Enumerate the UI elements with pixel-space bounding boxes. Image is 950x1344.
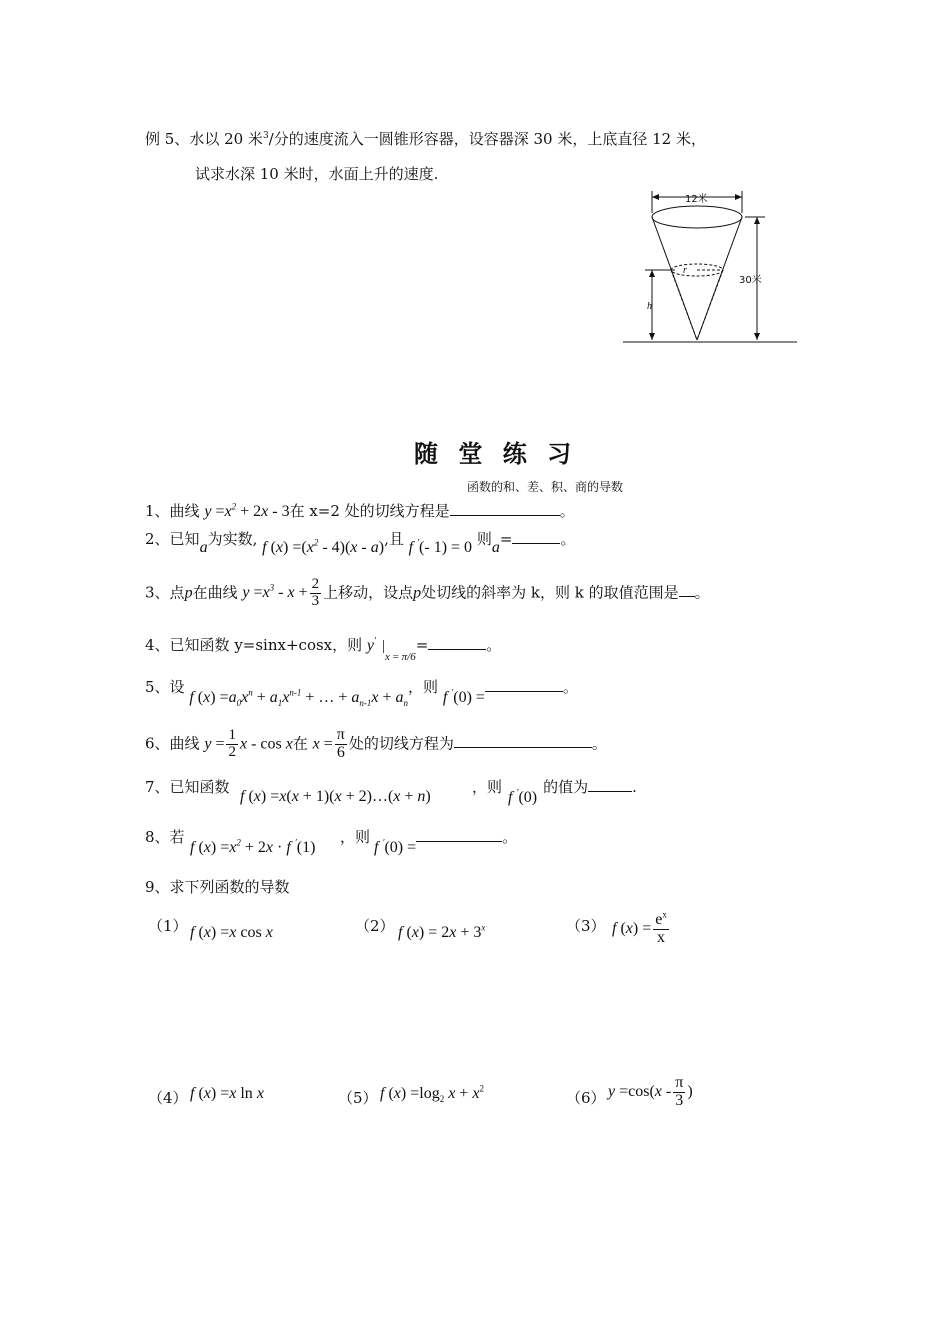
item-3-label: （3） bbox=[566, 917, 606, 935]
question-6: 6、曲线 y = $\frac{1}{2}$ x - cos x在 x = $\frac{\pi}{6}$ 处的切线方程为 。 bbox=[145, 726, 607, 761]
item-5-label: （5） bbox=[338, 1089, 378, 1107]
example-line-2: 试求水深 10 米时，水面上升的速度. bbox=[195, 165, 439, 183]
item-6-formula: y =cos(x - $\frac{\pi}{3}$ ) bbox=[608, 1074, 693, 1109]
svg-text:r: r bbox=[683, 265, 687, 276]
question-7-formula: f (x) =x(x + 1)(x + 2)…(x + n) bbox=[240, 788, 431, 805]
depth-label: 30米 bbox=[739, 275, 762, 286]
item-5-formula: f $(x) =\log_2$ $x + x^2$ bbox=[380, 1083, 484, 1105]
svg-text:h: h bbox=[647, 301, 652, 312]
question-8: 8、若 bbox=[145, 828, 185, 846]
item-6-label: （6） bbox=[566, 1089, 606, 1107]
question-7: 7、已知函数 bbox=[145, 778, 230, 796]
question-8-tail: ，则f ′(0) =。 bbox=[340, 828, 518, 856]
question-3: 3、点p在曲线 $y =x^3 - x$ + $\frac{2}{3}$ 上移动，设点p处切线的斜率为 k，则 k 的取值范围是 。 bbox=[145, 576, 710, 609]
question-4: 4、已知函数 y=sinx+cosx，则 y′ $|_{x = \pi/6}=$ 。 bbox=[145, 635, 502, 663]
item-3-formula: f (x) = $\frac{e^x}{x}$ bbox=[612, 909, 667, 946]
question-2: 2、已知a为实数, f $(x) =(x^2 - 4)(x - a)$,且 f ′(- 1) = 0 则a= 。 bbox=[145, 530, 576, 556]
question-9: 9、求下列函数的导数 bbox=[145, 878, 290, 896]
page-subtitle: 函数的和、差、积、商的导数 bbox=[467, 480, 624, 494]
top-label: 12米 bbox=[685, 194, 708, 205]
item-2-formula: f $(x) = 2x + 3^x$ bbox=[398, 922, 486, 941]
item-4-formula: f (x) =x ln x bbox=[190, 1085, 264, 1102]
cone-figure bbox=[615, 185, 805, 350]
question-7-tail: ，则f ′(0)的值为 . bbox=[472, 778, 637, 806]
example-line-1: 例 5、水以 20 米$^3$/分的速度流入一圆锥形容器，设容器深 30 米，上底直径 12 米， bbox=[145, 130, 706, 148]
item-1-formula: f (x) =x cos x bbox=[190, 924, 273, 941]
question-8-formula: f $(x) =x^2 + 2x \cdot f$ ′(1) bbox=[190, 837, 316, 856]
item-2-label: （2） bbox=[355, 917, 395, 935]
question-5: 5、设 f $(x) =a_0x^n + a_1x^{n-1}$ + … + $a_{n-1}x + a_n$，则 f ′(0) =。 bbox=[145, 678, 578, 709]
example-label: 例 5、 bbox=[145, 130, 190, 148]
question-1: 1、曲线 $y =x^2 + 2x - 3$在 x=2 处的切线方程是 。 bbox=[145, 501, 575, 520]
item-1-label: （1） bbox=[148, 917, 188, 935]
page-title: 随 堂 练 习 bbox=[414, 440, 578, 468]
item-4-label: （4） bbox=[148, 1089, 188, 1107]
